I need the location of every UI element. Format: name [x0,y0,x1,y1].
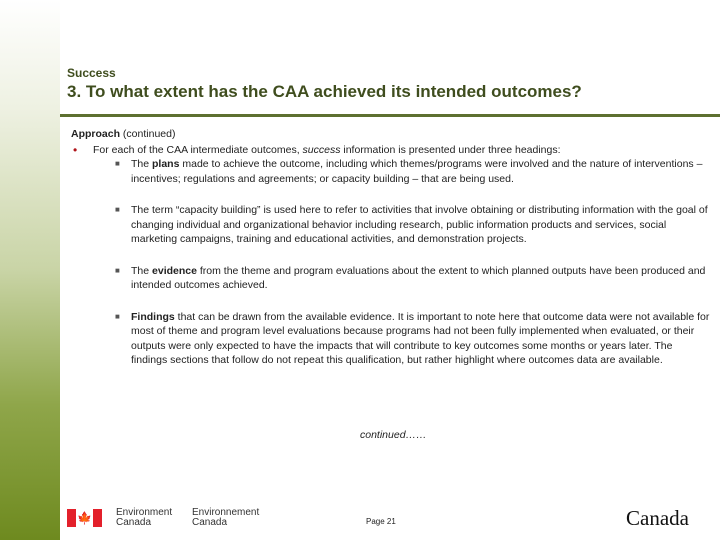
bullet-icon: • [73,142,78,157]
list-item-plans: ■ The plans made to achieve the outcome, including which themes/programs were involved and the nature of interventions – incentives; regulations and agreements; or capacity building – that are being used. [115,158,703,185]
continued-note: continued…… [360,429,427,441]
bullet-icon: ■ [115,159,120,168]
bullet-icon: ■ [115,205,120,214]
environment-canada-en: Environment Canada [116,507,173,528]
list-item-findings: ■ Findings that can be drawn from the available evidence. It is important to note here that outcome data were not available for most of theme and program level evaluations because programs had not been fully implemented when evaluated, or their outputs were only expected to have the impacts that will contribute to key outcomes some months or years later. The findings sections that follow do not repeat this qualification, but rather highlight where outcomes data are available. [115,310,710,366]
canada-wordmark: Canada [626,506,689,530]
environment-canada-fr: Environnement Canada [192,507,260,528]
canada-flag-icon: 🍁 [67,509,102,527]
page-number: Page 21 [366,517,396,526]
bullet-intro: • For each of the CAA intermediate outcomes, success information is presented under three headings: [73,142,561,157]
slide-body [71,127,711,368]
approach-heading: Approach (continued) [71,128,176,140]
section-label: Success [67,66,116,80]
decorative-side-strip [0,0,60,540]
list-item-capacity-building: ■ The term “capacity building” is used here to refer to activities that involve obtaining or distributing information with the goal of changing individual and organizational behavior including research, public information products and services, social marketing campaigns, training and educational activities, and demonstration projects. [115,204,708,245]
list-item-evidence: ■ The evidence from the theme and program evaluations about the extent to which planned outputs have been produced and intended outcomes achieved. [115,264,706,291]
bullet-icon: ■ [115,311,120,321]
page-title: 3. To what extent has the CAA achieved its intended outcomes? [67,82,582,101]
title-divider [60,114,720,117]
bullet-icon: ■ [115,265,120,275]
